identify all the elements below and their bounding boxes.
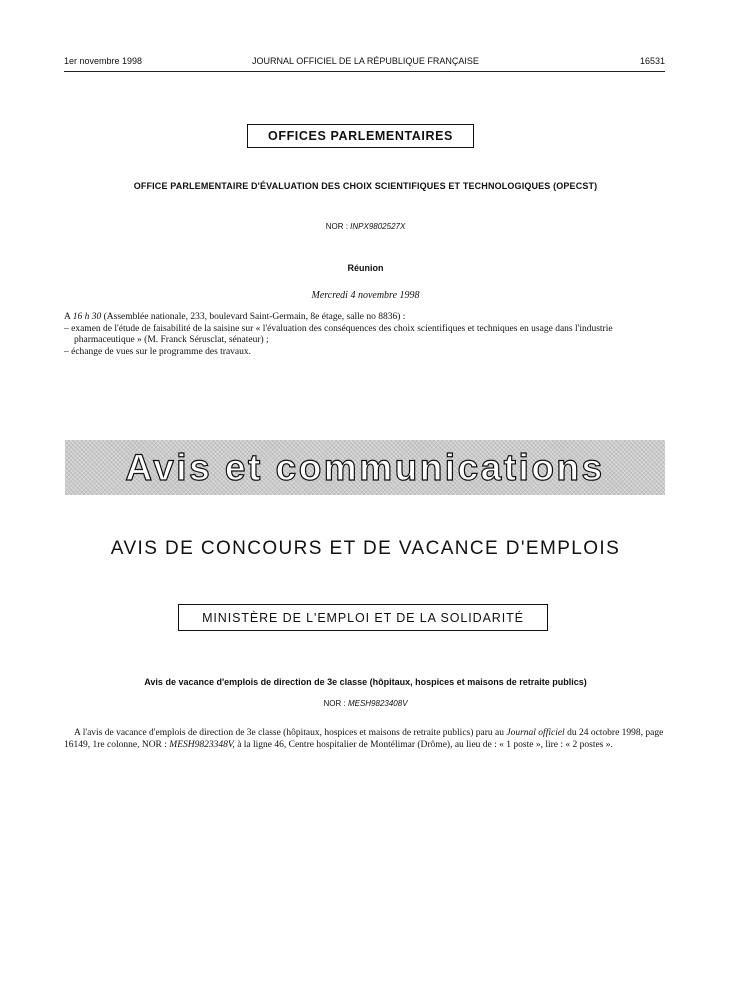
offices-nor xyxy=(0,222,731,231)
avis-nor xyxy=(0,699,731,708)
meeting-location: (Assemblée nationale, 233, boulevard Saint-Germain, 8e étage, salle no 8836) : xyxy=(103,312,406,322)
office-name: OFFICE PARLEMENTAIRE D'ÉVALUATION DES CHOIX SCIENTIFIQUES ET TECHNOLOGIQUES (OPECST) xyxy=(133,181,598,191)
notice-title: Avis de vacance d'emplois de direction de 3e classe (hôpitaux, hospices et maisons de retraite publics) xyxy=(144,677,587,687)
meeting-date: Mercredi 4 novembre 1998 xyxy=(311,290,420,301)
notice-body-part1: A l'avis de vacance d'emplois de direction de 3e classe (hôpitaux, hospices et maisons de retraite publics) paru au xyxy=(74,728,504,738)
reference-code: MESH9823348V, xyxy=(169,739,235,750)
agenda-item: – échange de vues sur le programme des travaux. xyxy=(64,346,252,357)
agenda-item: – examen de l'étude de faisabilité de la saisine sur « l'évaluation des conséquences des choix scientifiques et techniques en usage dans l'industrie pharmaceutique » (M. Franck Sérusclat, sénateur) ; xyxy=(64,323,613,345)
reunion-title: Réunion xyxy=(347,263,384,273)
header-rule xyxy=(64,71,665,72)
notice-body xyxy=(64,728,668,751)
journal-title: JOURNAL OFFICIEL DE LA RÉPUBLIQUE FRANÇAISE xyxy=(252,56,479,66)
ministry-title: MINISTÈRE DE L'EMPLOI ET DE LA SOLIDARITÉ xyxy=(178,604,548,631)
avis-section-title: AVIS DE CONCOURS ET DE VACANCE D'EMPLOIS xyxy=(110,538,621,559)
banner-title: Avis et communications xyxy=(125,446,605,488)
header-date: 1er novembre 1998 xyxy=(64,56,143,66)
nor-code: MESH9823408V xyxy=(347,699,408,708)
time-prefix: A xyxy=(64,312,71,322)
meeting-details xyxy=(64,312,668,358)
nor-code: INPX9802527X xyxy=(350,222,406,231)
nor-label: NOR : xyxy=(325,222,348,231)
offices-section-title: OFFICES PARLEMENTAIRES xyxy=(247,124,474,148)
notice-body-part2: du 24 octobre 1998, page 16149, 1re colonne, NOR : xyxy=(64,728,664,750)
notice-body-part3: à la ligne 46, Centre hospitalier de Montélimar (Drôme), au lieu de : « 1 poste », lire : « 2 postes ». xyxy=(237,739,613,750)
journal-reference: Journal officiel xyxy=(506,728,565,738)
meeting-time-line xyxy=(64,312,668,324)
page-number: 16531 xyxy=(639,56,665,66)
meeting-time: 16 h 30 xyxy=(72,312,102,322)
nor-label: NOR : xyxy=(323,699,346,708)
